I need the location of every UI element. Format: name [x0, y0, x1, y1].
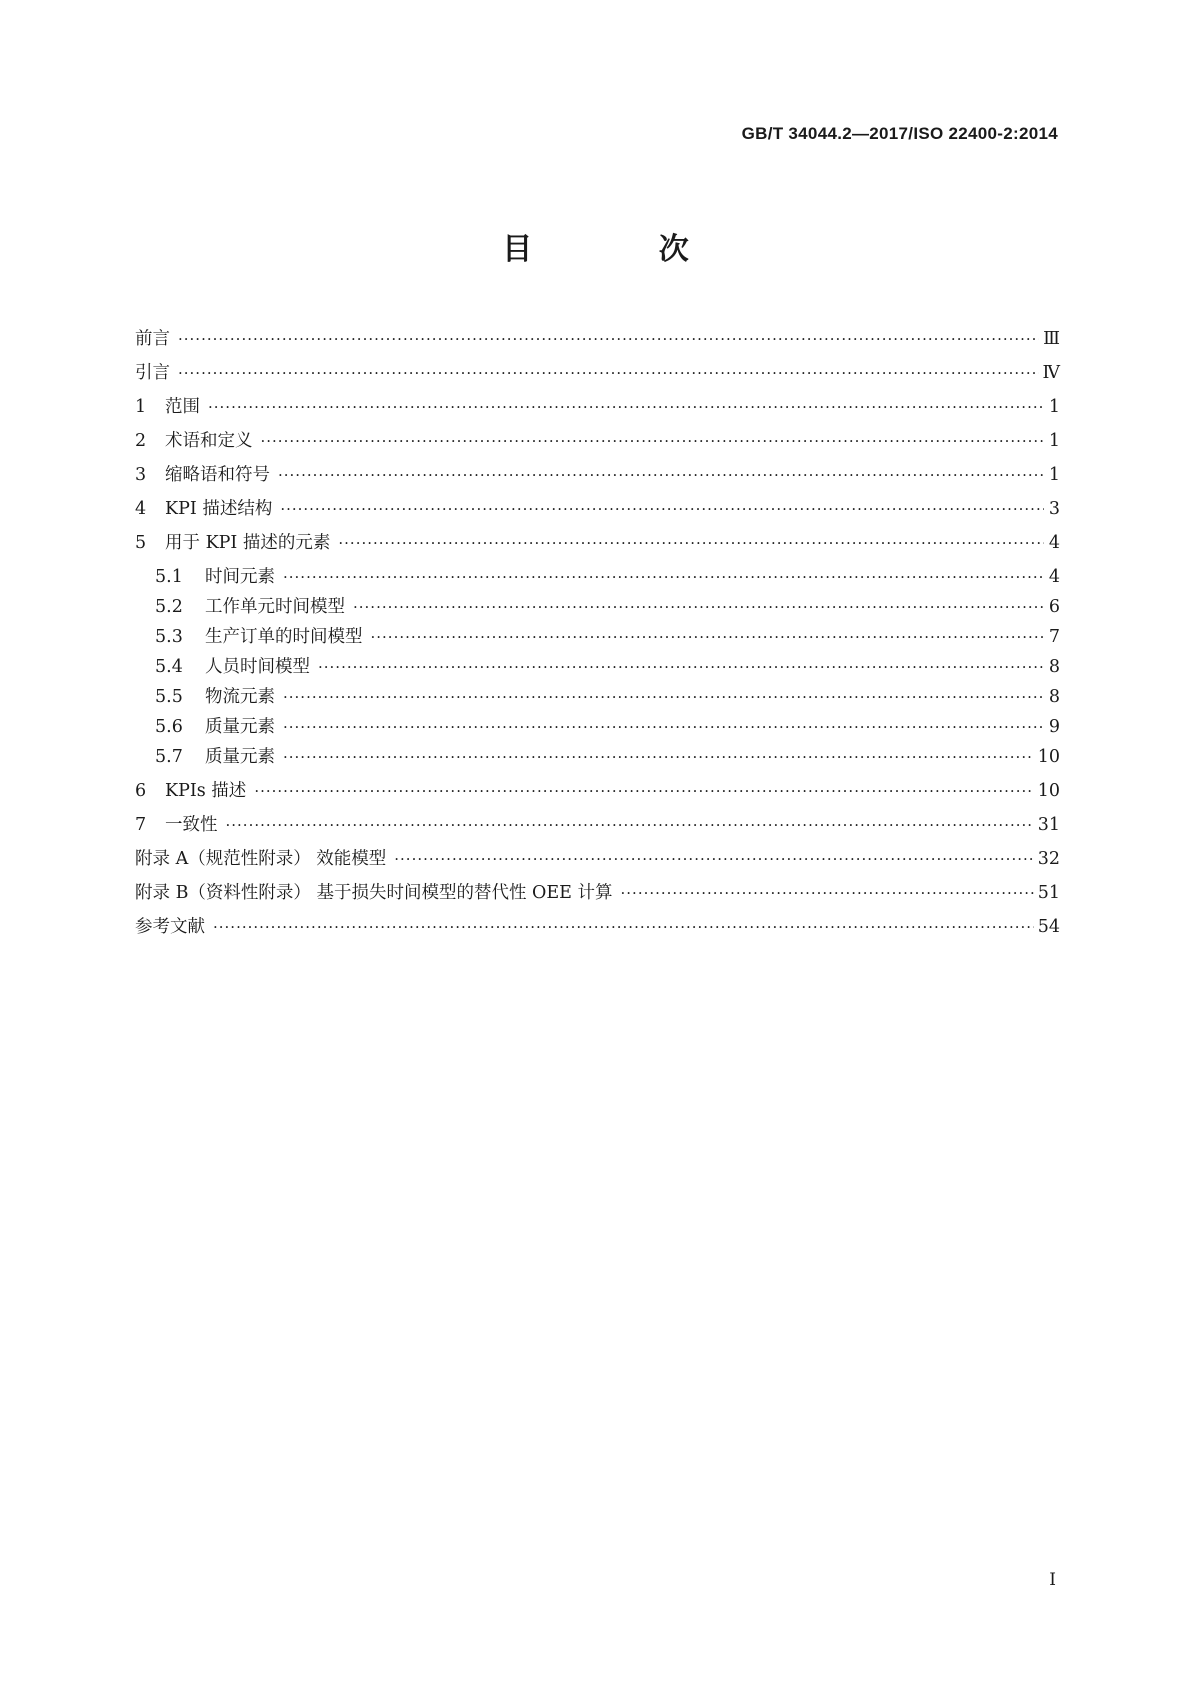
toc-entry-number: 5.6 [155, 717, 183, 737]
toc-entry-5-5[interactable] [135, 684, 1060, 710]
toc-entry-5-7[interactable] [135, 744, 1060, 770]
toc-entry-bibliography[interactable] [135, 914, 1060, 940]
toc-entry-label: 质量元素 [205, 747, 275, 767]
dot-leader [318, 654, 1044, 680]
dot-leader [226, 812, 1034, 838]
toc-entry-foreword[interactable] [135, 326, 1060, 352]
dot-leader [621, 880, 1034, 906]
toc-entry-number: 7 [135, 815, 147, 835]
toc-entry-1[interactable] [135, 394, 1060, 420]
toc-entry-page: 7 [1048, 627, 1060, 647]
toc-entry-number: 4 [135, 499, 147, 519]
toc-entry-page: Ⅳ [1042, 363, 1060, 383]
toc-entry-label: 前言 [135, 329, 170, 349]
toc-entry-page: 1 [1048, 397, 1060, 417]
dot-leader [283, 564, 1044, 590]
dot-leader [208, 394, 1044, 420]
toc-entry-page: 8 [1048, 687, 1060, 707]
toc-entry-page: 1 [1048, 431, 1060, 451]
toc-entry-3[interactable] [135, 462, 1060, 488]
toc-entry-label: 工作单元时间模型 [205, 597, 345, 617]
toc-entry-label: 用于 KPI 描述的元素 [165, 533, 331, 553]
toc-entry-page: 4 [1048, 567, 1060, 587]
toc-entry-5-6[interactable] [135, 714, 1060, 740]
toc-entry-page: 32 [1037, 849, 1060, 869]
page-title: 目 次 [502, 232, 747, 267]
toc-entry-label: KPI 描述结构 [165, 499, 273, 519]
toc-entry-label: 术语和定义 [165, 431, 253, 451]
toc-entry-5-3[interactable] [135, 624, 1060, 650]
toc-entry-label: 物流元素 [205, 687, 275, 707]
toc-entry-page: 6 [1048, 597, 1060, 617]
dot-leader [283, 744, 1034, 770]
toc-entry-page: 1 [1048, 465, 1060, 485]
toc-entry-label: 时间元素 [205, 567, 275, 587]
toc-entry-5-4[interactable] [135, 654, 1060, 680]
dot-leader [283, 714, 1044, 740]
toc-entry-label: 生产订单的时间模型 [205, 627, 363, 647]
dot-leader [261, 428, 1045, 454]
dot-leader [338, 530, 1044, 556]
dot-leader [213, 914, 1034, 940]
toc-entry-annex-b[interactable] [135, 880, 1060, 906]
toc-entry-label: 质量元素 [205, 717, 275, 737]
toc-entry-label: 人员时间模型 [205, 657, 310, 677]
toc-entry-4[interactable] [135, 496, 1060, 522]
dot-leader [394, 846, 1033, 872]
toc-entry-2[interactable] [135, 428, 1060, 454]
dot-leader [280, 496, 1044, 522]
toc-entry-number: 5.7 [155, 747, 183, 767]
dot-leader [254, 778, 1033, 804]
toc-entry-page: 51 [1037, 883, 1060, 903]
toc-entry-6[interactable] [135, 778, 1060, 804]
toc-entry-number: 5.1 [155, 567, 183, 587]
dot-leader [278, 462, 1044, 488]
toc-entry-label: 缩略语和符号 [165, 465, 270, 485]
dot-leader [371, 624, 1045, 650]
toc-entry-number: 5 [135, 533, 147, 553]
toc-entry-page: 4 [1048, 533, 1060, 553]
toc-entry-page: 8 [1048, 657, 1060, 677]
toc-entry-page: Ⅲ [1043, 329, 1060, 349]
toc-entry-page: 10 [1037, 781, 1060, 801]
toc-entry-number: 5.3 [155, 627, 183, 647]
toc-entry-number: 5.4 [155, 657, 183, 677]
toc-entry-label: 参考文献 [135, 917, 205, 937]
toc-entry-page: 31 [1037, 815, 1060, 835]
toc-entry-number: 5.5 [155, 687, 183, 707]
dot-leader [178, 360, 1039, 386]
toc-entry-7[interactable] [135, 812, 1060, 838]
toc-entry-introduction[interactable] [135, 360, 1060, 386]
dot-leader [283, 684, 1044, 710]
toc-entry-label: 附录 B（资料性附录） 基于损失时间模型的替代性 OEE 计算 [135, 883, 613, 903]
standard-code: GB/T 34044.2—2017/ISO 22400-2:2014 [741, 124, 1058, 143]
dot-leader [178, 326, 1039, 352]
toc-entry-label: KPIs 描述 [165, 781, 247, 801]
toc-entry-annex-a[interactable] [135, 846, 1060, 872]
toc-entry-page: 10 [1037, 747, 1060, 767]
toc-entry-number: 3 [135, 465, 147, 485]
toc-entry-page: 3 [1048, 499, 1060, 519]
toc-entry-label: 引言 [135, 363, 170, 383]
toc-entry-number: 6 [135, 781, 147, 801]
page-number: I [1049, 1570, 1056, 1590]
toc-entry-number: 5.2 [155, 597, 183, 617]
toc-entry-label: 一致性 [165, 815, 218, 835]
toc-entry-number: 1 [135, 397, 147, 417]
toc-entry-page: 54 [1037, 917, 1060, 937]
toc-entry-page: 9 [1048, 717, 1060, 737]
toc-entry-label: 附录 A（规范性附录） 效能模型 [135, 849, 387, 869]
toc-entry-5-2[interactable] [135, 594, 1060, 620]
table-of-contents [135, 326, 1060, 940]
toc-entry-label: 范围 [165, 397, 200, 417]
toc-entry-number: 2 [135, 431, 147, 451]
dot-leader [353, 594, 1044, 620]
toc-entry-5[interactable] [135, 530, 1060, 556]
toc-entry-5-1[interactable] [135, 564, 1060, 590]
